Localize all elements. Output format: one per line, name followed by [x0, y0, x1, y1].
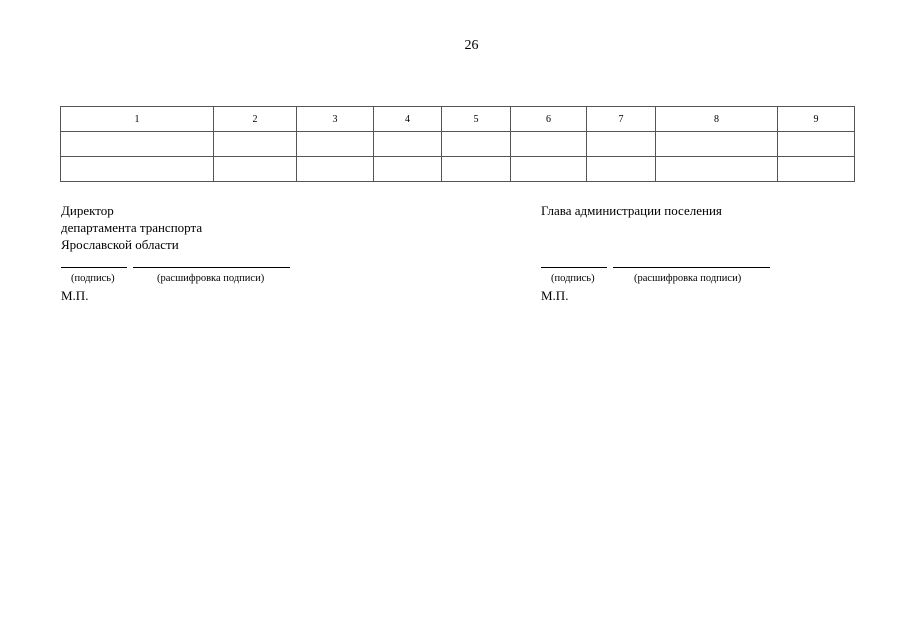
table-cell — [442, 132, 511, 157]
column-header: 1 — [61, 107, 214, 132]
table-cell — [374, 157, 442, 182]
table-cell — [214, 157, 297, 182]
column-header: 9 — [778, 107, 855, 132]
table-cell — [511, 157, 587, 182]
table-row — [61, 132, 855, 157]
table-cell — [587, 157, 656, 182]
column-header: 4 — [374, 107, 442, 132]
right-decode-line — [613, 267, 770, 268]
table-cell — [511, 132, 587, 157]
left-stamp-label: М.П. — [61, 288, 89, 303]
right-signature-line — [541, 267, 607, 268]
column-header: 2 — [214, 107, 297, 132]
left-title-line3: Ярославской области — [61, 237, 179, 252]
table-cell — [778, 157, 855, 182]
left-title-line1: Директор — [61, 203, 114, 218]
table-cell — [587, 132, 656, 157]
column-header: 7 — [587, 107, 656, 132]
left-signatory-title — [61, 202, 202, 253]
left-title-line2: департамента транспорта — [61, 220, 203, 235]
table-cell — [297, 132, 374, 157]
table-cell — [374, 132, 442, 157]
left-decode-line — [133, 267, 290, 268]
right-title-line1: Глава администрации поселения — [541, 203, 722, 218]
table-cell — [442, 157, 511, 182]
data-table — [60, 106, 855, 182]
right-stamp-label: М.П. — [541, 288, 569, 303]
right-signatory-title — [541, 202, 722, 219]
table-cell — [61, 157, 214, 182]
right-decode-caption: (расшифровка подписи) — [634, 273, 742, 284]
column-header: 3 — [297, 107, 374, 132]
table-row — [61, 157, 855, 182]
left-signature-caption: (подпись) — [71, 273, 115, 284]
left-decode-caption: (расшифровка подписи) — [157, 273, 265, 284]
table-header-row — [61, 107, 855, 132]
table-cell — [214, 132, 297, 157]
right-signature-caption: (подпись) — [551, 273, 595, 284]
column-header: 6 — [511, 107, 587, 132]
page-number: 26 — [464, 38, 479, 53]
table-cell — [656, 157, 778, 182]
left-signature-line — [61, 267, 127, 268]
table-cell — [61, 132, 214, 157]
column-header: 5 — [442, 107, 511, 132]
table-cell — [778, 132, 855, 157]
column-header: 8 — [656, 107, 778, 132]
table-cell — [656, 132, 778, 157]
table-cell — [297, 157, 374, 182]
